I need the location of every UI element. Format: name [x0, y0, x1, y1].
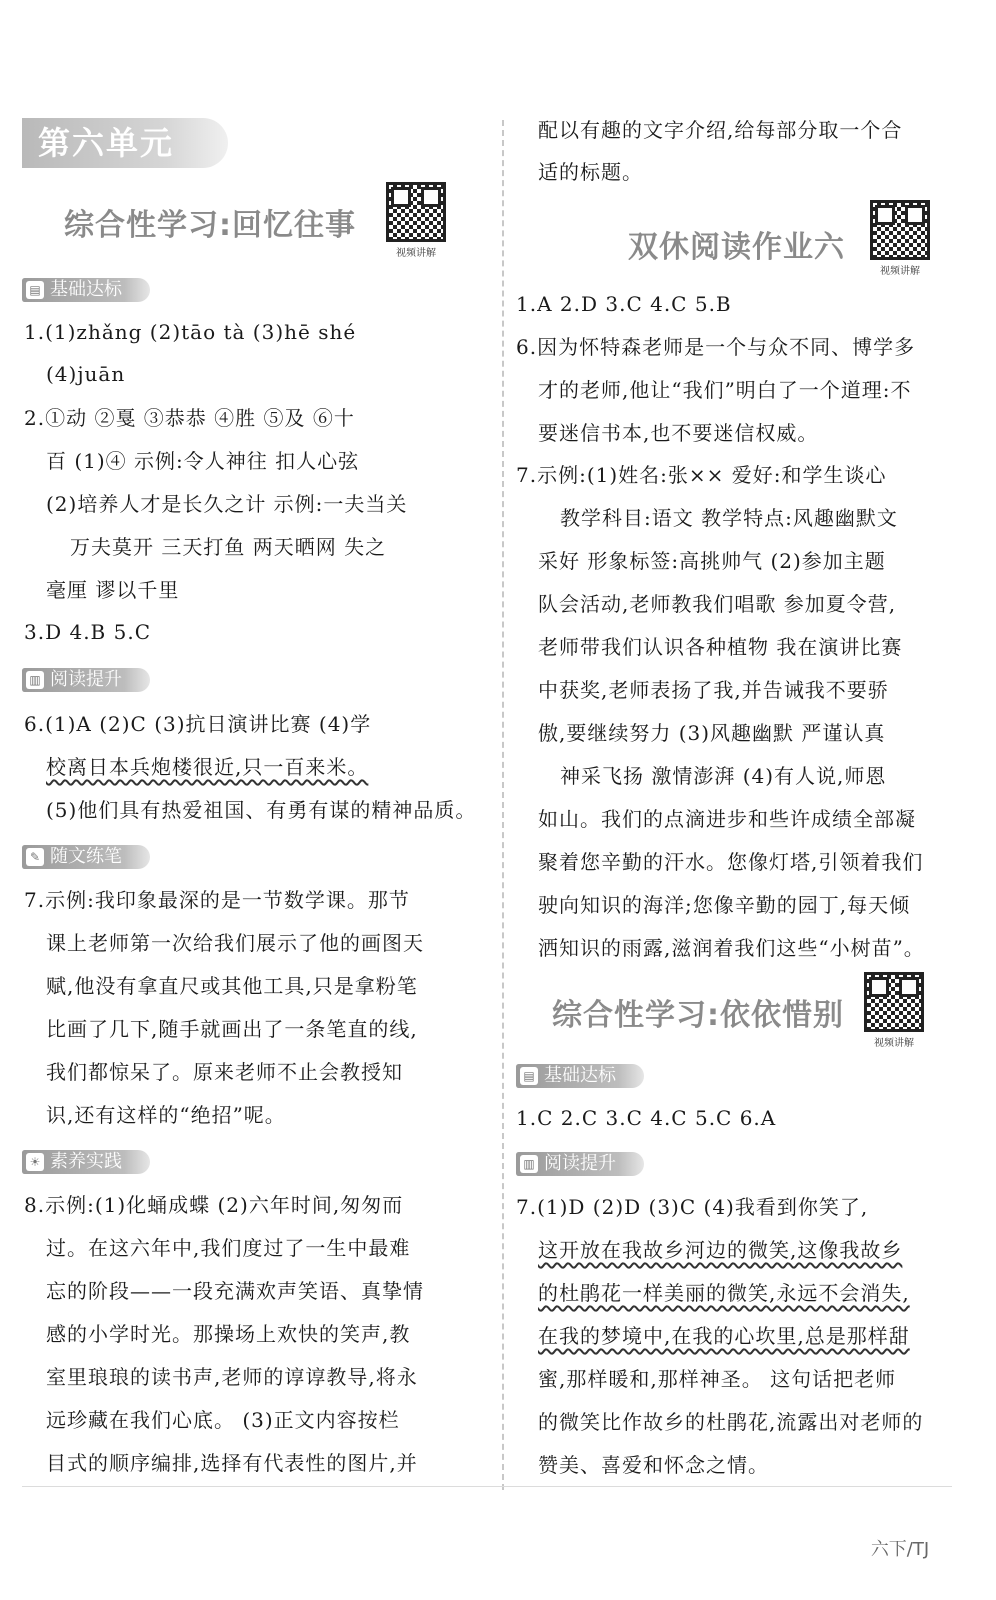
text-line: 远珍藏在我们心底。 (3)正文内容按栏	[46, 1408, 400, 1432]
text-line: 神采飞扬 激情澎湃 (4)有人说,师恩	[560, 764, 887, 788]
bulb-icon: ☀	[26, 1153, 44, 1171]
text-line: 驶向知识的海洋;您像辛勤的园丁,每天倾	[538, 893, 911, 917]
text-line: 这开放在我故乡河边的微笑,这像我故乡	[538, 1238, 903, 1262]
text-line: 配以有趣的文字介绍,给每部分取一个合	[538, 118, 903, 142]
text-line: 7.(1)D (2)D (3)C (4)我看到你笑了,	[516, 1195, 869, 1219]
qr-code-left[interactable]	[386, 182, 446, 259]
qr-label: 视频讲解	[880, 266, 920, 277]
badge-yuedu: ▥ 阅读提升	[22, 668, 150, 692]
text-line: 如山。我们的点滴进步和些许成绩全部凝	[538, 807, 916, 831]
section-title-huiyi: 综合性学习:回忆往事	[64, 208, 356, 243]
text-line: 教学科目:语文 教学特点:风趣幽默文	[560, 506, 898, 530]
qr-code-icon	[386, 182, 446, 242]
badge-yuedu-right: ▥ 阅读提升	[516, 1152, 644, 1176]
text-line: 队会活动,老师教我们唱歌 参加夏令营,	[538, 592, 897, 616]
unit-banner: 第六单元	[22, 118, 228, 168]
text-line: 课上老师第一次给我们展示了他的画图天	[46, 931, 424, 955]
text-line: 在我的梦境中,在我的心坎里,总是那样甜	[538, 1324, 910, 1348]
text-line: 7.示例:(1)姓名:张×× 爱好:和学生谈心	[516, 463, 887, 487]
qr-code-right-1[interactable]	[870, 200, 930, 277]
text-line: 蜜,那样暖和,那样神圣。 这句话把老师	[538, 1367, 897, 1391]
book-icon: ▥	[26, 671, 44, 689]
text-line: 2.①动 ②戛 ③恭恭 ④胜 ⑤及 ⑥十	[24, 406, 355, 430]
badge-suyang: ☀ 素养实践	[22, 1150, 150, 1174]
text-line: 识,还有这样的“绝招”呢。	[46, 1103, 286, 1127]
book-icon: ▤	[26, 281, 44, 299]
text-line: 老师带我们认识各种植物 我在演讲比赛	[538, 635, 903, 659]
text-line: 目式的顺序编排,选择有代表性的图片,并	[46, 1451, 418, 1475]
text-line: 过。在这六年中,我们度过了一生中最难	[46, 1236, 411, 1260]
text-line: 7.示例:我印象最深的是一节数学课。那节	[24, 888, 410, 912]
text-line: 适的标题。	[538, 160, 643, 184]
text-line: 中获奖,老师表扬了我,并告诫我不要骄	[538, 678, 889, 702]
text-line: 赋,他没有拿直尺或其他工具,只是拿粉笔	[46, 974, 418, 998]
qr-label: 视频讲解	[874, 1038, 914, 1049]
text-line: (5)他们具有热爱祖国、有勇有谋的精神品质。	[46, 798, 477, 822]
section-title-shuangxiu: 双休阅读作业六	[628, 230, 845, 265]
text-line: 忘的阶段——一段充满欢声笑语、真挚情	[46, 1279, 424, 1303]
text-line: (4)juān	[46, 362, 126, 386]
pen-icon: ✎	[26, 848, 44, 866]
badge-jichu-right: ▤ 基础达标	[516, 1064, 644, 1088]
text-line: 感的小学时光。那操场上欢快的笑声,教	[46, 1322, 411, 1346]
badge-jichu: ▤ 基础达标	[22, 278, 150, 302]
qr-code-icon	[870, 200, 930, 260]
text-line: 毫厘 谬以千里	[46, 578, 180, 602]
text-line: 1.(1)zhǎng (2)tāo tà (3)hē shé	[24, 320, 357, 344]
qr-code-right-2[interactable]	[864, 972, 924, 1049]
text-line: 的杜鹃花一样美丽的微笑,永远不会消失,	[538, 1281, 910, 1305]
bottom-rule	[22, 1486, 952, 1487]
book-icon: ▤	[520, 1067, 538, 1085]
text-line: 百 (1)④ 示例:令人神往 扣人心弦	[46, 449, 360, 473]
text-line: 6.(1)A (2)C (3)抗日演讲比赛 (4)学	[24, 712, 372, 736]
text-line: 8.示例:(1)化蛹成蝶 (2)六年时间,匆匆而	[24, 1193, 404, 1217]
text-line: 校离日本兵炮楼很近,只一百来米。	[46, 755, 369, 779]
badge-suiwen: ✎ 随文练笔	[22, 845, 150, 869]
text-line: 采好 形象标签:高挑帅气 (2)参加主题	[538, 549, 886, 573]
text-line: 1.C 2.C 3.C 4.C 5.C 6.A	[516, 1106, 777, 1130]
text-line: 洒知识的雨露,滋润着我们这些“小树苗”。	[538, 936, 925, 960]
text-line: 才的老师,他让“我们”明白了一个道理:不	[538, 378, 912, 402]
text-line: 赞美、喜爱和怀念之情。	[538, 1453, 769, 1477]
qr-code-icon	[864, 972, 924, 1032]
text-line: 聚着您辛勤的汗水。您像灯塔,引领着我们	[538, 850, 924, 874]
text-line: 1.A 2.D 3.C 4.C 5.B	[516, 292, 732, 316]
page-tag: 六下/TJ	[870, 1539, 930, 1560]
text-line: 比画了几下,随手就画出了一条笔直的线,	[46, 1017, 418, 1041]
text-line: (2)培养人才是长久之计 示例:一夫当关	[46, 492, 408, 516]
qr-label: 视频讲解	[396, 248, 436, 259]
text-line: 万夫莫开 三天打鱼 两天晒网 失之	[70, 535, 387, 559]
text-line: 6.因为怀特森老师是一个与众不同、博学多	[516, 335, 916, 359]
section-title-yiyi: 综合性学习:依依惜别	[552, 998, 844, 1033]
text-line: 傲,要继续努力 (3)风趣幽默 严谨认真	[538, 721, 886, 745]
text-line: 要迷信书本,也不要迷信权威。	[538, 421, 819, 445]
text-line: 我们都惊呆了。原来老师不止会教授知	[46, 1060, 403, 1084]
text-line: 3.D 4.B 5.C	[24, 620, 151, 644]
book-icon: ▥	[520, 1155, 538, 1173]
text-line: 的微笑比作故乡的杜鹃花,流露出对老师的	[538, 1410, 924, 1434]
text-line: 室里琅琅的读书声,老师的谆谆教导,将永	[46, 1365, 418, 1389]
column-divider	[502, 120, 504, 1490]
